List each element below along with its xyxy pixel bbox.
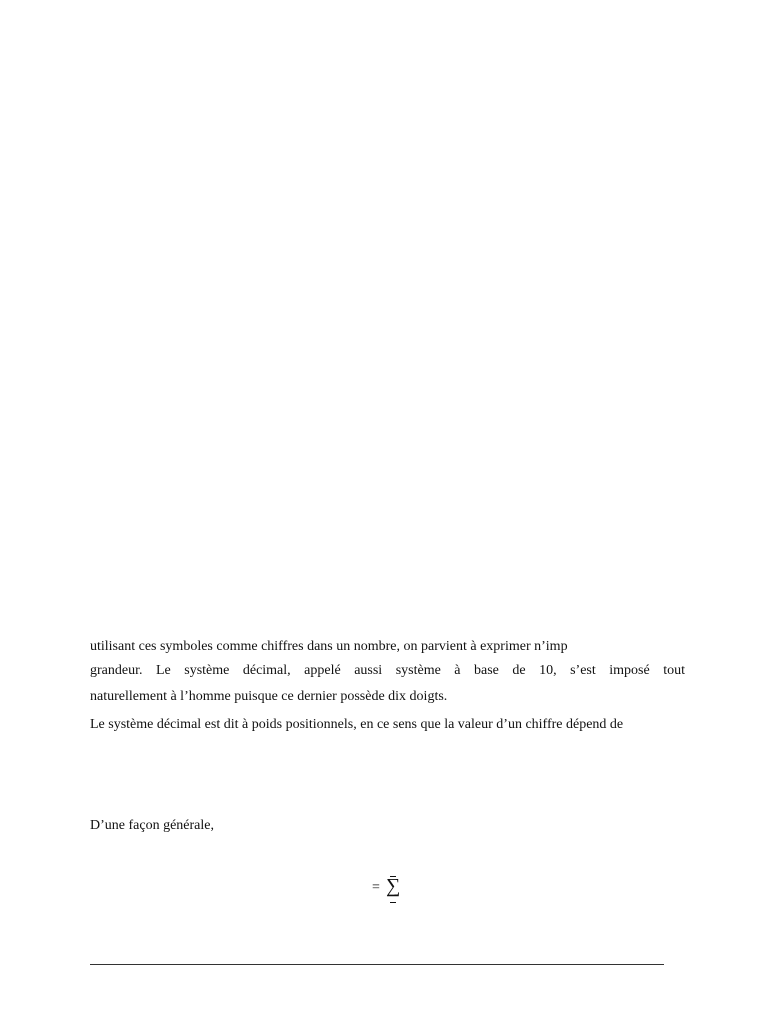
paragraph-line-1: utilisant ces symboles comme chiffres dans un nombre, on parvient à exprimer n’imp: [90, 639, 568, 654]
sigma-lower-limit-mark: [390, 902, 396, 903]
equals-sign: =: [372, 880, 380, 895]
general-heading: D’une façon générale,: [90, 818, 214, 833]
footnote-separator: [90, 964, 664, 965]
paragraph-line-2: grandeur. Le système décimal, appelé aussi système à base de 10, s’est imposé tout: [90, 663, 685, 678]
paragraph-line-4: Le système décimal est dit à poids positionnels, en ce sens que la valeur d’un chiffre dépend de: [90, 717, 624, 732]
summation-formula: [372, 872, 412, 906]
sigma-symbol: ∑: [386, 875, 401, 897]
paragraph-line-3: naturellement à l’homme puisque ce dernier possède dix doigts.: [90, 689, 448, 704]
